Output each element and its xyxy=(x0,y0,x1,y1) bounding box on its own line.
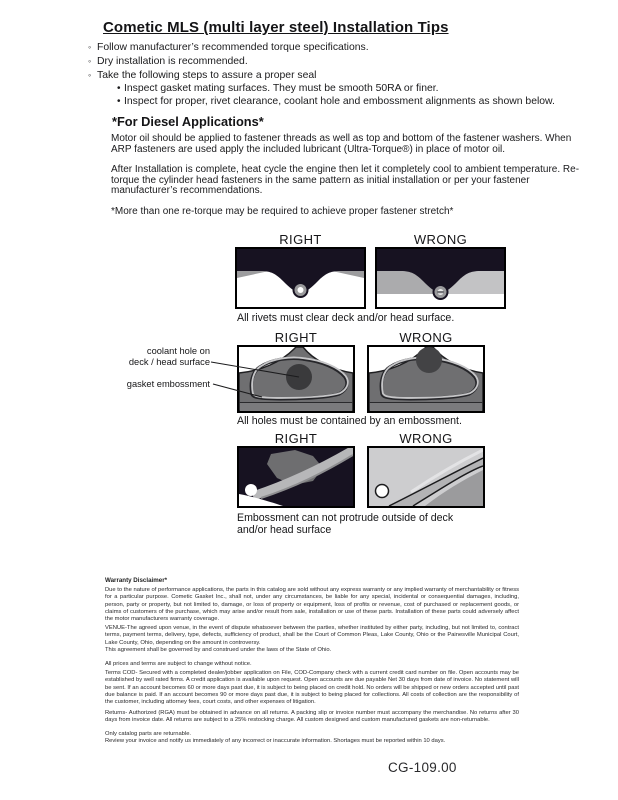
circle-bullet-icon: ◦ xyxy=(88,69,92,80)
rivet-clear-illustration-icon xyxy=(237,249,364,307)
figure-caption-line: Embossment can not protrude outside of deck xyxy=(237,512,454,524)
rivet-contact-illustration-icon xyxy=(377,249,504,307)
returns-paragraph: Returns- Authorized (RGA) must be obtained in advance on all returns. A packing slip or invoice number must accompany the merchandise. No returns after 30 days from invoice date. All returns are subject to a 25% restocking charge. All custom designed and custom manufactured gaskets are non-returnable. xyxy=(105,710,519,724)
governing-law-text: This agreement shall be governed by and construed under the laws of the State of Ohio. xyxy=(105,646,332,653)
coolant-hole-label-line: coolant hole on xyxy=(146,346,210,356)
venue-text: VENUE-The agreed upon venue, in the event of dispute whatsoever between the parties, whether instituted by either party, including, but not limited to, contract terms, payment terms, delivery, type, defects, sufficiency of product, shall be the Court of Common Pleas, Lake County, Ohio or the Painesville Municipal Court, Lake County, Ohio, depending on the amount in controversy. xyxy=(105,625,519,646)
protrusion-wrong-diagram xyxy=(367,446,485,508)
wrong-label: WRONG xyxy=(413,232,468,247)
prices-notice: All prices and terms are subject to change without notice. xyxy=(105,661,252,667)
right-label: RIGHT xyxy=(279,232,322,247)
coolant-hole-label xyxy=(115,346,210,368)
tip-text: Follow manufacturer’s recommended torque specifications. xyxy=(97,42,369,53)
embossment-wrong-diagram xyxy=(367,345,485,413)
catalog-parts-note: Only catalog parts are returnable. xyxy=(105,731,192,737)
list-item xyxy=(117,96,598,109)
warranty-disclaimer-heading: Warranty Disclaimer* xyxy=(105,577,168,584)
diesel-heading: *For Diesel Applications* xyxy=(112,114,264,129)
tip-text: Inspect gasket mating surfaces. They must be smooth 50RA or finer. xyxy=(124,83,439,95)
retorque-note: *More than one re-torque may be required to achieve proper fastener stretch* xyxy=(111,206,454,217)
dot-bullet-icon: • xyxy=(117,83,121,95)
diesel-paragraph: Motor oil should be applied to fastener threads as well as top and bottom of the fastener washers. When ARP fasteners are used apply the included lubricant (Ultra-Torque®) in place of motor oil. xyxy=(111,133,572,155)
figure-caption: All holes must be contained by an embossment. xyxy=(237,415,462,427)
terms-paragraph: Terms COD- Secured with a completed dealer/jobber application on File, COD-Company check with a current credit card number on file. Open accounts may be established by well rated firms. A credit application is available upon request. Open accounts are due payable Net 30 days from date of invoice. No statement will be sent. If an account becomes 60 or more days past due, it is subject to being placed on credit hold. No orders will be shipped or new orders accepted until past due balance is paid. If an account becomes 90 or more days past due, it is subject to being placed for collections. All costs of collection are the responsibility of the customer, including attorney fees, court costs, and other expenses of litigation. xyxy=(105,670,519,706)
venue-paragraph xyxy=(105,625,519,654)
figure-caption: All rivets must clear deck and/or head surface. xyxy=(237,312,455,324)
figure-caption xyxy=(237,513,487,536)
tip-text: Inspect for proper, rivet clearance, coolant hole and embossment alignments as shown below. xyxy=(124,96,555,108)
tip-text: Dry installation is recommended. xyxy=(97,55,248,67)
hole-not-contained-illustration-icon xyxy=(369,347,483,411)
tips-list xyxy=(88,42,598,109)
warranty-paragraph: Due to the nature of performance applications, the parts in this catalog are sold without any express warranty or any implied warranty of merchantability or fitness for a particular purpose. Cometic Gasket Inc., shall not, under any circumstances, be liable for any special, incidental or consequential damages, including, person, party or property, but not limited to, damage, or loss of property or equipment, loss of profits or revenue, cost of purchased or replacement goods, or claims of customers of the purchase, which may arise and/or result from sale, installation or use of these parts. Installation of these parts could adversely affect the motor manufacturers warranty coverage. xyxy=(105,587,519,623)
list-item xyxy=(117,83,598,96)
embossment-protruding-illustration-icon xyxy=(369,448,483,506)
returns-notes xyxy=(105,731,519,746)
circle-bullet-icon: ◦ xyxy=(88,42,92,52)
leader-lines-icon xyxy=(205,352,310,402)
list-item xyxy=(88,42,598,56)
coolant-hole-label-line: deck / head surface xyxy=(128,357,210,367)
right-label: RIGHT xyxy=(274,431,318,446)
rivet-wrong-diagram xyxy=(375,247,506,309)
dot-bullet-icon: • xyxy=(117,96,121,108)
list-item xyxy=(88,70,598,84)
gasket-embossment-label: gasket embossment xyxy=(126,379,210,389)
tip-text: Take the following steps to assure a proper seal xyxy=(97,69,317,81)
embossment-inside-illustration-icon xyxy=(239,448,353,506)
page-code: CG-109.00 xyxy=(388,760,457,775)
rivet-right-diagram xyxy=(235,247,366,309)
wrong-label: WRONG xyxy=(399,431,453,446)
list-item xyxy=(88,56,598,70)
circle-bullet-icon: ◦ xyxy=(88,55,92,66)
diesel-paragraph: After Installation is complete, heat cycle the engine then let it completely cool to ambient temperature. Re-torque the cylinder head fasteners in the same pattern as initial installation or per your fastener manufacturer’s recommendations. xyxy=(111,164,580,196)
figure-caption-line: and/or head surface xyxy=(237,523,332,536)
wrong-label: WRONG xyxy=(399,330,453,345)
protrusion-right-diagram xyxy=(237,446,355,508)
review-invoice-note: Review your invoice and notify us immediately of any incorrect or inaccurate information. Shortages must be reported within 10 days. xyxy=(105,738,446,745)
page-title: Cometic MLS (multi layer steel) Installation Tips xyxy=(103,19,449,36)
right-label: RIGHT xyxy=(274,330,318,345)
